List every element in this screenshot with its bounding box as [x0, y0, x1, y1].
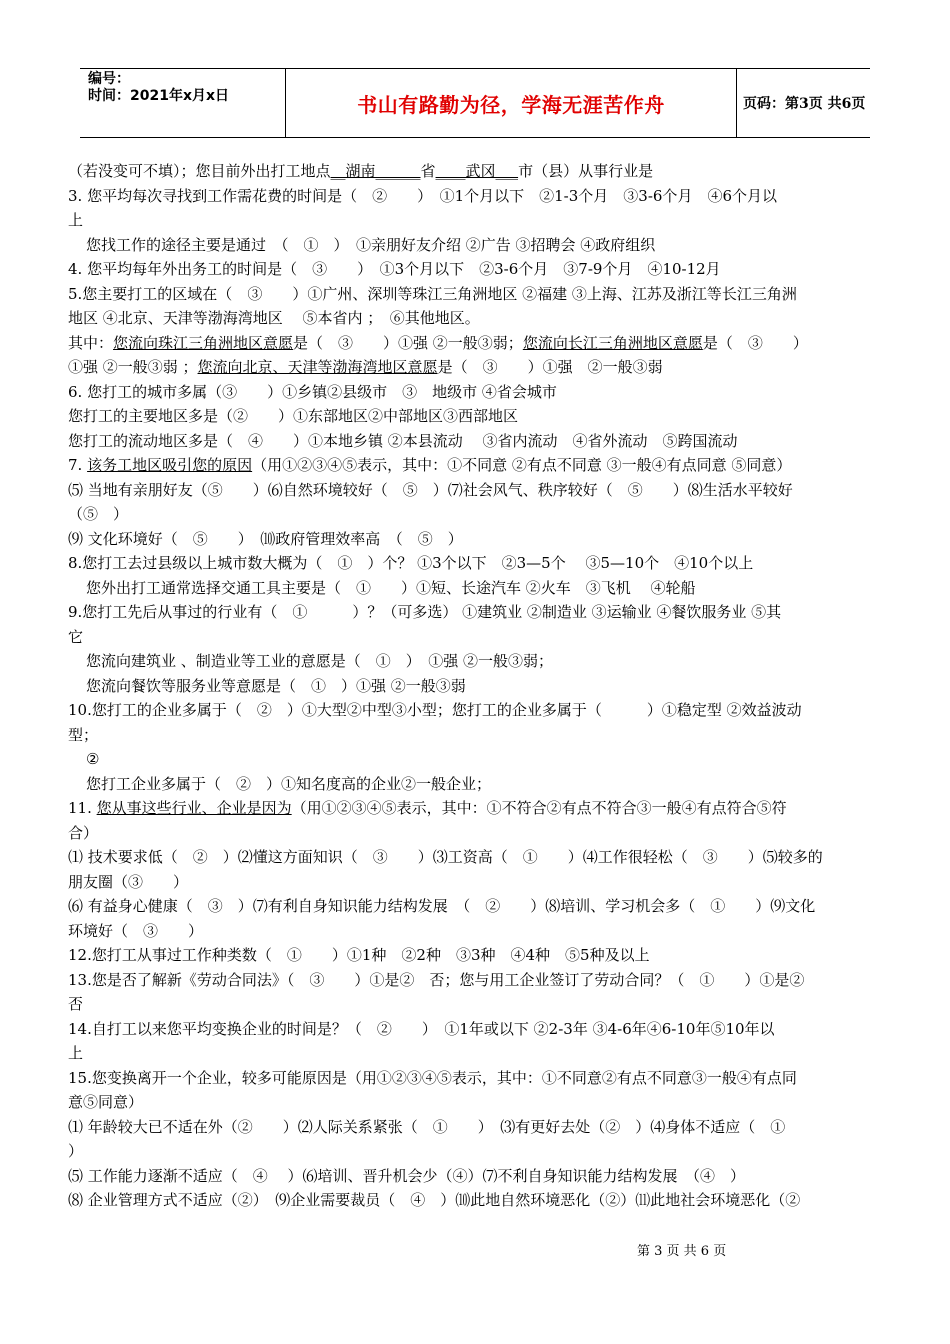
- underlined-text: __湖南______: [330, 162, 421, 180]
- text-line: 13.您是否了解新《劳动合同法》（ ③ ）①是② 否；您与用工企业签订了劳动合同？（ ① ）①是②: [68, 970, 805, 989]
- text-span: 其中：: [68, 333, 114, 352]
- text-span: 省: [420, 162, 436, 180]
- underlined-text: 您从事这些行业、企业是因为: [96, 799, 292, 817]
- text-line: 您打工企业多属于（ ② ）①知名度高的企业②一般企业；: [86, 774, 492, 793]
- text-span: 7.: [68, 456, 88, 474]
- text-line: 4. 您平均每年外出务工的时间是（ ③ ） ①3个月以下 ②3-6个月 ③7-9个月 ④10-12月: [68, 260, 721, 278]
- text-line: 您流向建筑业 、制造业等工业的意愿是（ ① ） ①强 ②一般③弱；: [86, 652, 554, 670]
- text-line: 上: [68, 1044, 84, 1062]
- survey-body: [68, 159, 883, 1213]
- header-page-code: 页码：第3页 共6页: [743, 96, 866, 112]
- text-line: 您找工作的途径主要是通过 （ ① ） ①亲朋好友介绍 ②广告 ③招聘会 ④政府组织: [86, 235, 656, 254]
- text-span: （用①②③④⑤表示，其中：①不符合②有点不符合③一般④有点符合⑤符: [291, 799, 787, 817]
- page-footer: 第 3 页 共 6 页: [637, 1244, 727, 1259]
- text-line: 您打工的主要地区多是（② ）①东部地区②中部地区③西部地区: [68, 407, 519, 425]
- text-line: 朋友圈（③ ）: [68, 872, 189, 891]
- text-line: 您流向餐饮等服务业等意愿是（ ① ）①强 ②一般③弱: [86, 676, 466, 695]
- text-line: ⑴ 年龄较大已不适在外（② ）⑵人际关系紧张（ ① ） ⑶有更好去处（② ）⑷身体不适应（ ①: [68, 1117, 786, 1136]
- text-line: ⑸ 当地有亲朋好友（⑤ ）⑹自然环境较好（ ⑤ ）⑺社会风气、秩序较好（ ⑤ ）⑻生活水平较好: [68, 480, 793, 499]
- underlined-text: ____武冈___: [435, 162, 519, 180]
- text-line: 它: [68, 627, 84, 646]
- text-line: ⑼ 文化环境好（ ⑤ ） ⑽政府管理效率高 （ ⑤ ）: [68, 529, 463, 548]
- text-line: [68, 453, 883, 478]
- text-line: 否: [68, 995, 84, 1013]
- underlined-text: 该务工地区吸引您的原因: [87, 456, 253, 474]
- text-span: 是（ ③ ）①强 ②一般③弱；: [293, 333, 523, 352]
- date-label: 时间：2021年x月x日: [88, 88, 230, 104]
- text-span: （若没变可不填）；您目前外出打工地点: [68, 162, 331, 180]
- text-line: [68, 796, 883, 821]
- text-line: 环境好（ ③ ）: [68, 921, 204, 940]
- text-line: ⑹ 有益身心健康（ ③ ）⑺有利自身知识能力结构发展 （ ② ）⑻培训、学习机会多（ ① ）⑼文化: [68, 897, 816, 915]
- text-line: 15.您变换离开一个企业，较多可能原因是（用①②③④⑤表示，其中：①不同意②有点不同意③一般④有点同: [68, 1068, 797, 1087]
- text-line: ⑻ 企业管理方式不适应（②） ⑼企业需要裁员（ ④ ）⑽此地自然环境恶化（②）⑾此地社会环境恶化（②: [68, 1191, 801, 1209]
- text-line: [68, 159, 883, 184]
- text-line: [68, 355, 883, 380]
- text-line: 8.您打工去过县级以上城市数大概为（ ① ）个？ ①3个以下 ②3—5个 ③5—10个 ④10个以上: [68, 554, 754, 572]
- text-line: 10.您打工的企业多属于（ ② ）①大型②中型③小型；您打工的企业多属于（ ）①稳定型 ②效益波动: [68, 701, 802, 719]
- header-info: [80, 69, 285, 137]
- text-line: ⑸ 工作能力逐渐不适应（ ④ ）⑹培训、晋升机会少（④）⑺不利自身知识能力结构发展 （④ ）: [68, 1166, 746, 1185]
- text-span: ①强 ②一般③弱 ；: [68, 358, 198, 376]
- text-line: ）: [68, 1142, 84, 1160]
- underlined-text: 您流向北京、天津等渤海湾地区意愿: [197, 358, 438, 376]
- text-span: 是（ ③ ）: [702, 333, 808, 352]
- text-line: 9.您打工先后从事过的行业有（ ① ）？（可多选） ①建筑业 ②制造业 ③运输业 ④餐饮服务业 ⑤其: [68, 603, 782, 621]
- text-line: ⑴ 技术要求低（ ② ）⑵懂这方面知识（ ③ ）⑶工资高（ ① ）⑷工作很轻松（ ③ ）⑸较多的: [68, 848, 823, 866]
- page-header: [80, 68, 870, 138]
- number-label: 编号：: [88, 71, 130, 87]
- text-line: 14.自打工以来您平均变换企业的时间是？（ ② ） ①1年或以下 ②2-3年 ③4-6年④6-10年⑤10年以: [68, 1019, 775, 1038]
- text-line: [68, 331, 883, 356]
- text-line: （⑤ ）: [68, 505, 129, 523]
- text-line: 您外出打工通常选择交通工具主要是（ ① ）①短、长途汽车 ②火车 ③飞机 ④轮船: [86, 578, 696, 597]
- text-span: 11.: [68, 799, 97, 817]
- text-line: 12.您打工从事过工作种类数（ ① ）①1种 ②2种 ③3种 ④4种 ⑤5种及以上: [68, 946, 650, 964]
- text-line: 地区 ④北京、天津等渤海湾地区 ⑤本省内 ； ⑥其他地区。: [68, 309, 480, 327]
- underlined-text: 您流向珠江三角洲地区意愿: [113, 333, 294, 352]
- text-line: 合）: [68, 823, 99, 842]
- text-line: 5.您主要打工的区域在（ ③ ）①广州、深圳等珠江三角洲地区 ②福建 ③上海、江苏及浙江等长江三角洲: [68, 284, 797, 303]
- header-motto: 书山有路勤为径，学海无涯苦作舟: [285, 69, 737, 137]
- text-line: 您打工的流动地区多是（ ④ ）①本地乡镇 ②本县流动 ③省内流动 ④省外流动 ⑤跨国流动: [68, 431, 738, 450]
- text-line: 3. 您平均每次寻找到工作需花费的时间是（ ② ） ①1个月以下 ②1-3个月 ③3-6个月 ④6个月以: [68, 186, 777, 205]
- text-line: 上: [68, 211, 84, 229]
- text-span: 市（县）从事行业是: [518, 162, 654, 180]
- text-line: 意⑤同意）: [68, 1093, 144, 1111]
- text-span: 是（ ③ ）①强 ②一般③弱: [437, 358, 663, 376]
- underlined-text: 您流向长江三角洲地区意愿: [522, 333, 703, 352]
- text-line: ②: [86, 750, 100, 768]
- text-span: （用①②③④⑤表示，其中：①不同意 ②有点不同意 ③一般④有点同意 ⑤同意）: [252, 456, 792, 474]
- text-line: 型；: [68, 725, 99, 744]
- text-line: 6. 您打工的城市多属（③ ）①乡镇②县级市 ③ 地级市 ④省会城市: [68, 382, 557, 401]
